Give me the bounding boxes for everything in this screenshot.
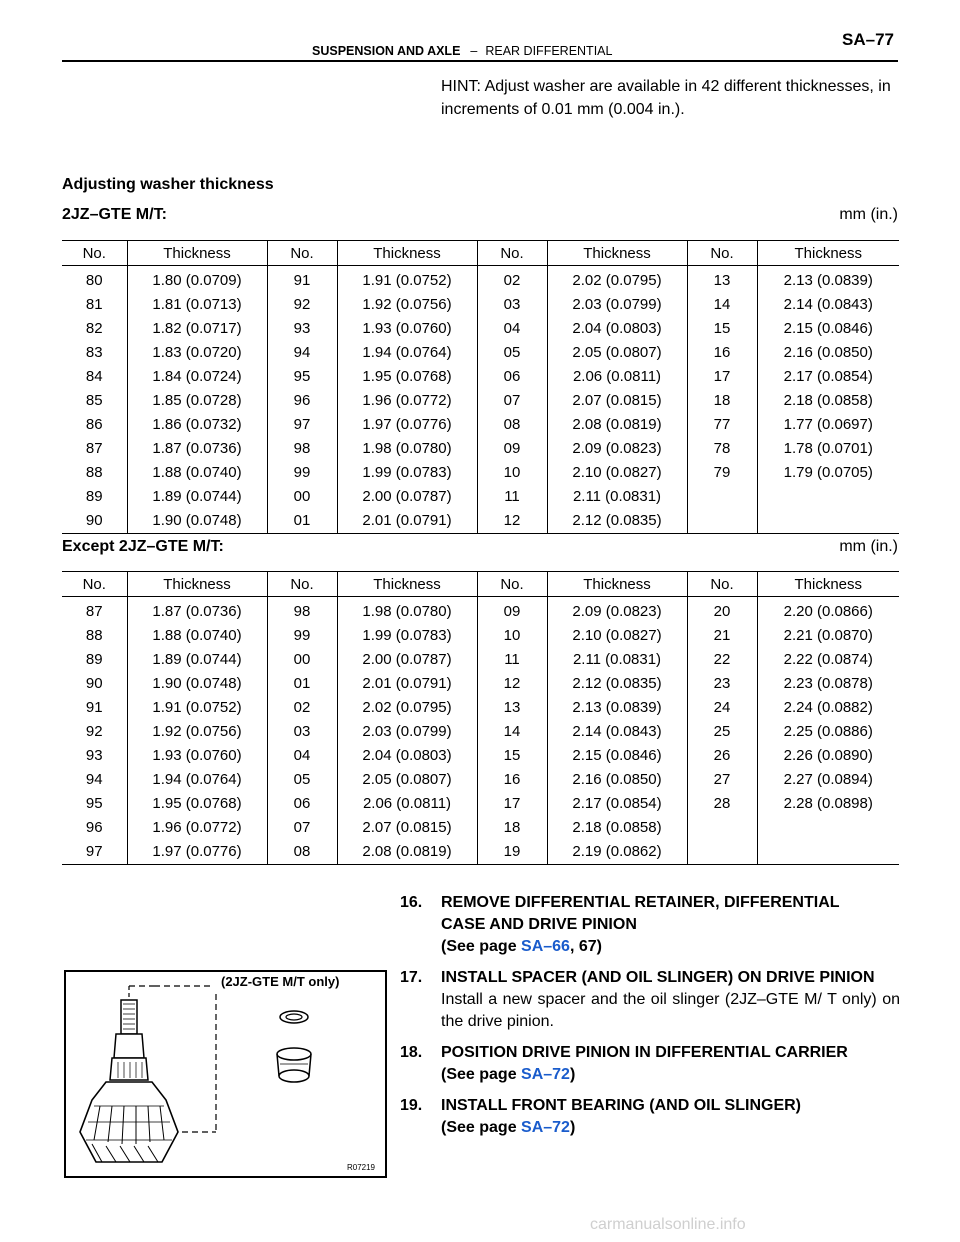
page-link-sa72[interactable]: SA–72 (521, 1119, 570, 1136)
thickness-cell: 1.91 (0.0752) (337, 266, 477, 293)
step-reference (441, 1064, 900, 1086)
step-heading: INSTALL SPACER (AND OIL SLINGER) ON DRIVE PINION (441, 969, 875, 986)
table-row (62, 815, 899, 839)
washer-number-cell: 88 (85, 463, 103, 481)
washer-number-cell: 23 (687, 671, 757, 695)
column-header-no: No. (477, 241, 547, 266)
washer-number-cell: 00 (267, 484, 337, 508)
thickness-cell: 2.10 (0.0827) (547, 623, 687, 647)
table1-unit: mm (in.) (839, 206, 898, 223)
washer-number-cell: 12 (477, 508, 547, 534)
header-section-title: SUSPENSION AND AXLE (312, 44, 461, 58)
washer-number-cell: 11 (477, 647, 547, 671)
table-row (62, 316, 899, 340)
thickness-cell: 1.95 (0.0768) (127, 791, 267, 815)
thickness-cell: 2.16 (0.0850) (547, 767, 687, 791)
thickness-cell: 1.98 (0.0780) (337, 597, 477, 624)
thickness-cell: 1.99 (0.0783) (337, 623, 477, 647)
thickness-cell: 2.24 (0.0882) (757, 695, 899, 719)
table-row (62, 508, 899, 534)
table-row (62, 412, 899, 436)
thickness-cell: 2.03 (0.0799) (547, 292, 687, 316)
table-row (62, 623, 899, 647)
washer-number-cell: 08 (267, 839, 337, 865)
thickness-cell: 2.14 (0.0843) (757, 292, 899, 316)
step-number: 16. (400, 894, 423, 911)
table1 (62, 240, 899, 534)
washer-number-cell: 21 (687, 623, 757, 647)
header-rule (62, 60, 898, 62)
washer-number-cell: 13 (477, 695, 547, 719)
thickness-cell: 2.25 (0.0886) (757, 719, 899, 743)
washer-number-cell: 89 (85, 487, 103, 505)
thickness-cell: 1.85 (0.0728) (127, 388, 267, 412)
thickness-cell: 2.11 (0.0831) (547, 484, 687, 508)
thickness-cell: 2.00 (0.0787) (337, 647, 477, 671)
washer-number-cell: 91 (85, 698, 103, 716)
step-18 (400, 1042, 900, 1086)
thickness-cell: 2.18 (0.0858) (757, 388, 899, 412)
washer-number-cell: 01 (267, 671, 337, 695)
washer-number-cell: 08 (477, 412, 547, 436)
thickness-cell: 1.90 (0.0748) (127, 671, 267, 695)
washer-number-cell: 77 (687, 412, 757, 436)
washer-number-cell: 95 (267, 364, 337, 388)
washer-number-cell: 12 (477, 671, 547, 695)
thickness-cell: 1.77 (0.0697) (757, 412, 899, 436)
washer-number-cell: 28 (687, 791, 757, 815)
table2-header-row (62, 572, 899, 597)
thickness-cell: 1.82 (0.0717) (127, 316, 267, 340)
table-row (62, 767, 899, 791)
washer-number-cell: 99 (267, 460, 337, 484)
thickness-cell: 2.19 (0.0862) (547, 839, 687, 865)
thickness-cell: 1.92 (0.0756) (337, 292, 477, 316)
washer-number-cell: 83 (85, 343, 103, 361)
washer-number-cell: 04 (477, 316, 547, 340)
washer-number-cell: 17 (687, 364, 757, 388)
washer-number-cell: 17 (477, 791, 547, 815)
thickness-cell: 1.80 (0.0709) (127, 266, 267, 293)
table-row (62, 460, 899, 484)
washer-number-cell: 01 (267, 508, 337, 534)
ref-suffix: ) (569, 1119, 576, 1136)
washer-number-cell: 06 (267, 791, 337, 815)
table-row (62, 647, 899, 671)
thickness-cell: 1.88 (0.0740) (127, 623, 267, 647)
washer-number-cell: 92 (85, 722, 103, 740)
table-row (62, 597, 899, 624)
thickness-cell (757, 815, 899, 839)
washer-number-cell: 05 (267, 767, 337, 791)
thickness-cell (757, 484, 899, 508)
washer-number-cell: 02 (267, 695, 337, 719)
thickness-cell: 1.89 (0.0744) (127, 484, 267, 508)
thickness-cell: 1.95 (0.0768) (337, 364, 477, 388)
figure-caption: (2JZ-GTE M/T only) (221, 974, 340, 989)
thickness-cell: 2.05 (0.0807) (337, 767, 477, 791)
column-header-thickness: Thickness (757, 241, 899, 266)
washer-number-cell: 96 (267, 388, 337, 412)
thickness-cell: 2.20 (0.0866) (757, 597, 899, 624)
column-header-no: No. (267, 572, 337, 597)
washer-number-cell: 10 (477, 460, 547, 484)
ref-prefix: (See page (441, 1066, 522, 1083)
thickness-cell: 2.03 (0.0799) (337, 719, 477, 743)
column-header-thickness: Thickness (127, 241, 267, 266)
washer-number-cell: 07 (477, 388, 547, 412)
thickness-cell: 2.15 (0.0846) (757, 316, 899, 340)
thickness-cell: 2.27 (0.0894) (757, 767, 899, 791)
header-subsection: REAR DIFFERENTIAL (485, 44, 613, 58)
thickness-cell: 2.00 (0.0787) (337, 484, 477, 508)
thickness-cell: 2.09 (0.0823) (547, 436, 687, 460)
thickness-cell: 2.01 (0.0791) (337, 508, 477, 534)
step-number: 19. (400, 1097, 423, 1114)
thickness-cell: 1.97 (0.0776) (337, 412, 477, 436)
thickness-cell: 2.06 (0.0811) (337, 791, 477, 815)
page-link-sa72[interactable]: SA–72 (521, 1066, 570, 1083)
thickness-cell: 1.94 (0.0764) (127, 767, 267, 791)
step-heading: INSTALL FRONT BEARING (AND OIL SLINGER) (441, 1097, 801, 1114)
thickness-cell: 1.91 (0.0752) (127, 695, 267, 719)
washer-number-cell: 10 (477, 623, 547, 647)
ref-prefix: (See page (441, 1119, 522, 1136)
washer-number-cell: 18 (687, 388, 757, 412)
table-row (62, 292, 899, 316)
thickness-cell: 2.09 (0.0823) (547, 597, 687, 624)
table-row (62, 388, 899, 412)
column-header-no: No. (687, 241, 757, 266)
thickness-cell: 2.23 (0.0878) (757, 671, 899, 695)
column-header-no: No. (62, 241, 127, 266)
thickness-cell: 2.14 (0.0843) (547, 719, 687, 743)
page-link-sa66[interactable]: SA–66 (521, 938, 570, 955)
thickness-cell: 1.99 (0.0783) (337, 460, 477, 484)
washer-number-cell: 07 (267, 815, 337, 839)
thickness-cell: 1.96 (0.0772) (127, 815, 267, 839)
thickness-cell: 2.16 (0.0850) (757, 340, 899, 364)
header-separator: – (470, 44, 478, 58)
step-reference (441, 1117, 900, 1139)
column-header-no: No. (267, 241, 337, 266)
thickness-cell: 2.02 (0.0795) (337, 695, 477, 719)
washer-number-cell: 16 (687, 340, 757, 364)
column-header-thickness: Thickness (757, 572, 899, 597)
ref-suffix: ) (569, 1066, 576, 1083)
table1-header-row (62, 241, 899, 266)
thickness-cell: 1.93 (0.0760) (127, 743, 267, 767)
thickness-cell: 2.01 (0.0791) (337, 671, 477, 695)
washer-number-cell: 11 (477, 484, 547, 508)
thickness-cell: 2.11 (0.0831) (547, 647, 687, 671)
thickness-cell: 2.08 (0.0819) (547, 412, 687, 436)
ref-prefix: (See page (441, 938, 522, 955)
washer-number-cell: 14 (687, 292, 757, 316)
thickness-cell: 1.98 (0.0780) (337, 436, 477, 460)
table-row (62, 436, 899, 460)
table-row (62, 340, 899, 364)
washer-number-cell: 90 (85, 674, 103, 692)
ref-suffix: , 67) (569, 938, 602, 955)
thickness-cell: 1.78 (0.0701) (757, 436, 899, 460)
table-row (62, 695, 899, 719)
section-title: Adjusting washer thickness (62, 176, 274, 193)
washer-number-cell: 16 (477, 767, 547, 791)
washer-number-cell: 06 (477, 364, 547, 388)
column-header-no: No. (62, 572, 127, 597)
column-header-no: No. (687, 572, 757, 597)
thickness-cell: 2.18 (0.0858) (547, 815, 687, 839)
thickness-cell: 1.97 (0.0776) (127, 839, 267, 865)
step-heading-cont: CASE AND DRIVE PINION (441, 916, 637, 933)
drive-pinion-illustration (64, 970, 387, 1178)
thickness-cell (757, 839, 899, 865)
thickness-cell: 1.89 (0.0744) (127, 647, 267, 671)
table-row (62, 839, 899, 865)
thickness-cell: 2.08 (0.0819) (337, 839, 477, 865)
column-header-thickness: Thickness (547, 241, 687, 266)
procedure-steps (400, 892, 900, 1148)
washer-number-cell: 20 (687, 597, 757, 624)
thickness-cell: 2.10 (0.0827) (547, 460, 687, 484)
washer-number-cell: 91 (267, 266, 337, 293)
thickness-cell: 1.79 (0.0705) (757, 460, 899, 484)
header-section (312, 44, 612, 58)
figure-code: R07219 (346, 1163, 375, 1172)
thickness-cell: 2.26 (0.0890) (757, 743, 899, 767)
washer-number-cell: 85 (85, 391, 103, 409)
washer-number-cell: 78 (687, 436, 757, 460)
washer-number-cell: 86 (85, 415, 103, 433)
page-number: SA–77 (842, 30, 894, 49)
washer-number-cell (687, 484, 757, 508)
column-header-thickness: Thickness (127, 572, 267, 597)
table-row (62, 791, 899, 815)
washer-number-cell: 97 (62, 839, 127, 865)
washer-number-cell: 87 (85, 439, 103, 457)
washer-number-cell: 93 (267, 316, 337, 340)
step-heading: POSITION DRIVE PINION IN DIFFERENTIAL CARRIER (441, 1044, 848, 1061)
table2-unit: mm (in.) (839, 538, 898, 555)
step-heading: REMOVE DIFFERENTIAL RETAINER, DIFFERENTIAL (441, 894, 840, 911)
washer-number-cell: 25 (687, 719, 757, 743)
table-row (62, 484, 899, 508)
washer-number-cell: 92 (267, 292, 337, 316)
washer-number-cell: 99 (267, 623, 337, 647)
thickness-cell: 1.86 (0.0732) (127, 412, 267, 436)
step-reference (441, 936, 900, 958)
thickness-cell: 2.07 (0.0815) (337, 815, 477, 839)
thickness-cell: 2.02 (0.0795) (547, 266, 687, 293)
thickness-cell: 1.88 (0.0740) (127, 460, 267, 484)
washer-number-cell (687, 839, 757, 865)
washer-number-cell: 90 (62, 508, 127, 534)
washer-number-cell: 96 (85, 818, 103, 836)
column-header-thickness: Thickness (547, 572, 687, 597)
column-header-no: No. (477, 572, 547, 597)
washer-number-cell: 80 (85, 271, 103, 289)
step-16 (400, 892, 900, 958)
washer-number-cell: 03 (477, 292, 547, 316)
washer-number-cell: 97 (267, 412, 337, 436)
thickness-cell: 1.84 (0.0724) (127, 364, 267, 388)
step-number: 17. (400, 969, 423, 986)
thickness-cell: 1.87 (0.0736) (127, 597, 267, 624)
washer-number-cell: 19 (477, 839, 547, 865)
thickness-cell: 1.87 (0.0736) (127, 436, 267, 460)
washer-number-cell: 05 (477, 340, 547, 364)
washer-number-cell: 15 (687, 316, 757, 340)
table1-label: 2JZ–GTE M/T: (62, 206, 167, 223)
table2-label: Except 2JZ–GTE M/T: (62, 538, 224, 555)
washer-number-cell: 98 (267, 436, 337, 460)
washer-number-cell: 27 (687, 767, 757, 791)
washer-number-cell (687, 815, 757, 839)
step-number: 18. (400, 1044, 423, 1061)
hint-text: HINT: Adjust washer are available in 42 different thicknesses, in increments of 0.01 mm (0.004 in.). (441, 78, 891, 118)
thickness-cell (757, 508, 899, 534)
washer-number-cell: 00 (267, 647, 337, 671)
washer-number-cell: 13 (687, 266, 757, 293)
thickness-cell: 1.90 (0.0748) (127, 508, 267, 534)
washer-number-cell: 26 (687, 743, 757, 767)
thickness-cell: 2.28 (0.0898) (757, 791, 899, 815)
thickness-cell: 2.04 (0.0803) (337, 743, 477, 767)
table-row (62, 743, 899, 767)
table-row (62, 266, 899, 293)
table2 (62, 571, 899, 865)
table-row (62, 719, 899, 743)
column-header-thickness: Thickness (337, 572, 477, 597)
thickness-cell: 1.93 (0.0760) (337, 316, 477, 340)
thickness-cell: 2.15 (0.0846) (547, 743, 687, 767)
thickness-cell: 2.07 (0.0815) (547, 388, 687, 412)
washer-number-cell: 82 (85, 319, 103, 337)
thickness-cell: 1.96 (0.0772) (337, 388, 477, 412)
thickness-cell: 2.04 (0.0803) (547, 316, 687, 340)
thickness-cell: 1.94 (0.0764) (337, 340, 477, 364)
thickness-cell: 1.92 (0.0756) (127, 719, 267, 743)
thickness-cell: 2.12 (0.0835) (547, 508, 687, 534)
step-body: Install a new spacer and the oil slinger (2JZ–GTE M/ T only) on the drive pinion. (441, 991, 900, 1030)
column-header-thickness: Thickness (337, 241, 477, 266)
washer-number-cell: 22 (687, 647, 757, 671)
washer-number-cell: 98 (267, 597, 337, 624)
thickness-cell: 2.17 (0.0854) (757, 364, 899, 388)
washer-number-cell: 15 (477, 743, 547, 767)
page-header (62, 30, 898, 60)
thickness-cell: 2.13 (0.0839) (757, 266, 899, 293)
washer-number-cell: 94 (85, 770, 103, 788)
step-17 (400, 967, 900, 1033)
washer-number-cell (687, 508, 757, 534)
washer-number-cell: 03 (267, 719, 337, 743)
thickness-cell: 2.05 (0.0807) (547, 340, 687, 364)
step-19 (400, 1095, 900, 1139)
washer-number-cell: 02 (477, 266, 547, 293)
washer-number-cell: 94 (267, 340, 337, 364)
thickness-cell: 2.21 (0.0870) (757, 623, 899, 647)
thickness-cell: 2.12 (0.0835) (547, 671, 687, 695)
washer-number-cell: 89 (85, 650, 103, 668)
washer-number-cell: 93 (85, 746, 103, 764)
washer-number-cell: 84 (85, 367, 103, 385)
washer-number-cell: 87 (85, 602, 103, 620)
washer-number-cell: 81 (85, 295, 103, 313)
table-row (62, 364, 899, 388)
washer-number-cell: 24 (687, 695, 757, 719)
thickness-cell: 2.06 (0.0811) (547, 364, 687, 388)
thickness-cell: 1.81 (0.0713) (127, 292, 267, 316)
thickness-cell: 2.22 (0.0874) (757, 647, 899, 671)
thickness-cell: 1.83 (0.0720) (127, 340, 267, 364)
washer-number-cell: 14 (477, 719, 547, 743)
table-row (62, 671, 899, 695)
thickness-cell: 2.17 (0.0854) (547, 791, 687, 815)
drive-pinion-drawing (66, 972, 385, 1176)
washer-number-cell: 79 (687, 460, 757, 484)
thickness-cell: 2.13 (0.0839) (547, 695, 687, 719)
washer-number-cell: 04 (267, 743, 337, 767)
washer-number-cell: 09 (477, 597, 547, 624)
washer-number-cell: 88 (85, 626, 103, 644)
washer-number-cell: 95 (85, 794, 103, 812)
watermark: carmanualsonline.info (590, 1216, 746, 1233)
washer-number-cell: 18 (477, 815, 547, 839)
washer-number-cell: 09 (477, 436, 547, 460)
